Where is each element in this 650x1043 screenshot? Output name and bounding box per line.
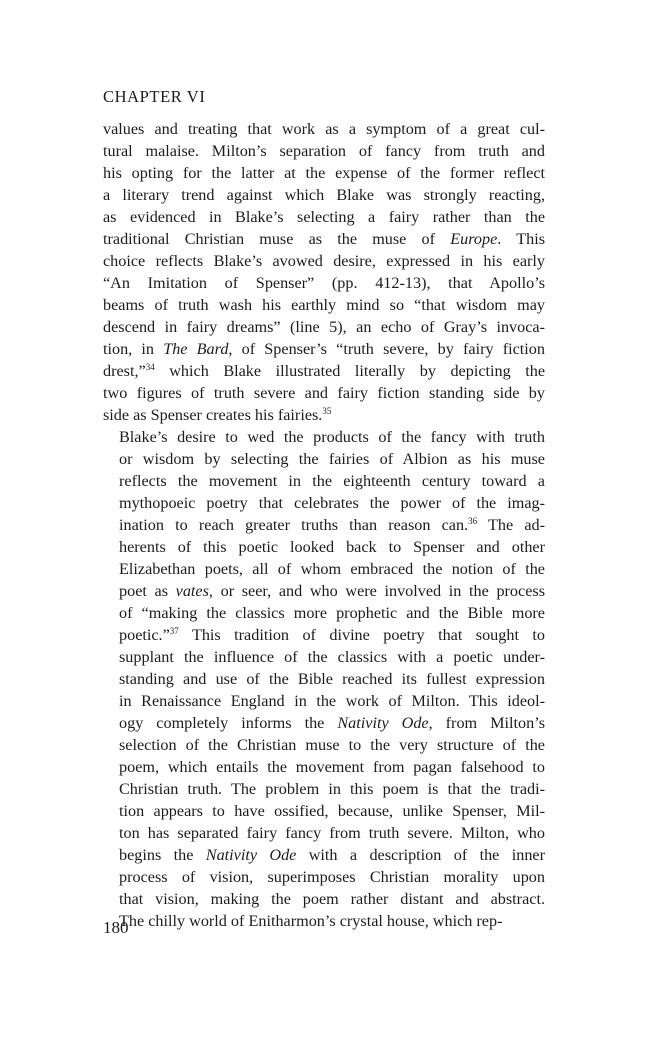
text-line (103, 580, 545, 602)
text-line (103, 294, 545, 316)
text-line (103, 778, 545, 800)
italic-title: vates (175, 582, 209, 600)
text-line (103, 756, 545, 778)
text-run: side as Spenser creates his fairies. (103, 406, 323, 424)
text-run: Christian truth. The problem in this poem is that the tradi- (119, 780, 545, 798)
text-line (103, 316, 545, 338)
text-run: poetic.” (119, 626, 170, 644)
text-line (103, 624, 545, 646)
text-run: poem, which entails the movement from pagan falsehood to (119, 758, 545, 776)
text-line (103, 492, 545, 514)
text-line (103, 118, 545, 140)
text-run: values and treating that work as a symptom of a great cul- (103, 120, 545, 138)
page (103, 87, 545, 932)
text-run: in Renaissance England in the work of Milton. This ideol- (119, 692, 545, 710)
text-line (103, 910, 545, 932)
footnote-ref: 37 (169, 626, 179, 636)
text-line (103, 272, 545, 294)
text-run: tion appears to have ossified, because, unlike Spenser, Mil- (119, 802, 545, 820)
text-run: traditional Christian muse as the muse of (103, 230, 451, 248)
text-run: reflects the movement in the eighteenth century toward a (119, 472, 545, 490)
text-run: supplant the influence of the classics with a poetic under- (119, 648, 545, 666)
text-run: begins the (119, 846, 206, 864)
text-run: ogy completely informs the (119, 714, 338, 732)
text-line (103, 690, 545, 712)
text-line (103, 646, 545, 668)
text-run: of “making the classics more prophetic and the Bible more (119, 604, 545, 622)
text-line (103, 338, 545, 360)
text-line (103, 822, 545, 844)
text-run: with a description of the inner (296, 846, 545, 864)
text-line (103, 206, 545, 228)
text-line (103, 800, 545, 822)
paragraph (103, 118, 545, 426)
text-line (103, 514, 545, 536)
text-line (103, 536, 545, 558)
text-run: descend in fairy dreams” (line 5), an echo of Gray’s invoca- (103, 318, 545, 336)
text-run: , from Milton’s (428, 714, 546, 732)
text-run: Blake’s desire to wed the products of the fancy with truth (119, 428, 545, 446)
footnote-ref: 36 (468, 516, 478, 526)
footnote-ref: 34 (145, 362, 155, 372)
text-run: process of vision, superimposes Christian morality upon (119, 868, 545, 886)
text-run: drest,” (103, 362, 146, 380)
page-number: 180 (103, 918, 129, 937)
text-line (103, 426, 545, 448)
text-line (103, 360, 545, 382)
text-run: beams of truth wash his earthly mind so “that wisdom may (103, 296, 545, 314)
running-head: CHAPTER VI (103, 87, 206, 106)
text-run: which Blake illustrated literally by depicting the (154, 362, 545, 380)
text-run: ton has separated fairy fancy from truth severe. Milton, who (119, 824, 545, 842)
text-run: choice reflects Blake’s avowed desire, expressed in his early (103, 252, 545, 270)
text-line (103, 162, 545, 184)
text-run: his opting for the latter at the expense of the former reflect (103, 164, 545, 182)
text-line (103, 734, 545, 756)
text-run: tion, in (103, 340, 164, 358)
text-line (103, 888, 545, 910)
text-run: selection of the Christian muse to the very structure of the (119, 736, 545, 754)
text-run: as evidenced in Blake’s selecting a fairy rather than the (103, 208, 545, 226)
text-run: Elizabethan poets, all of whom embraced the notion of the (119, 560, 545, 578)
text-run: poet as (119, 582, 176, 600)
text-run: . This (497, 230, 545, 248)
text-run: herents of this poetic looked back to Spenser and other (119, 538, 545, 556)
text-run: ination to reach greater truths than reason can. (119, 516, 469, 534)
text-run: a literary trend against which Blake was strongly reacting, (103, 186, 545, 204)
text-line (103, 668, 545, 690)
text-line (103, 404, 545, 426)
text-run: or wisdom by selecting the fairies of Albion as his muse (119, 450, 545, 468)
text-line (103, 712, 545, 734)
italic-title: Europe (450, 230, 498, 248)
text-run: , or seer, and who were involved in the process (208, 582, 545, 600)
text-line (103, 844, 545, 866)
italic-title: Nativity Ode (337, 714, 429, 732)
text-line (103, 184, 545, 206)
text-line (103, 602, 545, 624)
paragraph (103, 426, 545, 932)
text-run: The chilly world of Enitharmon’s crystal house, which rep- (119, 912, 503, 930)
text-run: tural malaise. Milton’s separation of fancy from truth and (103, 142, 545, 160)
italic-title: The Bard (163, 340, 229, 358)
text-run: that vision, making the poem rather distant and abstract. (119, 890, 545, 908)
text-line (103, 382, 545, 404)
text-line (103, 228, 545, 250)
text-line (103, 140, 545, 162)
footnote-ref: 35 (322, 406, 332, 416)
text-line (103, 448, 545, 470)
text-run: “An Imitation of Spenser” (pp. 412-13), that Apollo’s (103, 274, 545, 292)
text-line (103, 470, 545, 492)
italic-title: Nativity Ode (205, 846, 297, 864)
text-run: , of Spenser’s “truth severe, by fairy fiction (228, 340, 545, 358)
text-run: two figures of truth severe and fairy fiction standing side by (103, 384, 545, 402)
text-run: standing and use of the Bible reached its fullest expression (119, 670, 545, 688)
text-run: The ad- (477, 516, 546, 534)
body-text (103, 118, 545, 932)
text-line (103, 866, 545, 888)
text-line (103, 558, 545, 580)
text-run: This tradition of divine poetry that sought to (178, 626, 545, 644)
text-line (103, 250, 545, 272)
text-run: mythopoeic poetry that celebrates the power of the imag- (119, 494, 545, 512)
